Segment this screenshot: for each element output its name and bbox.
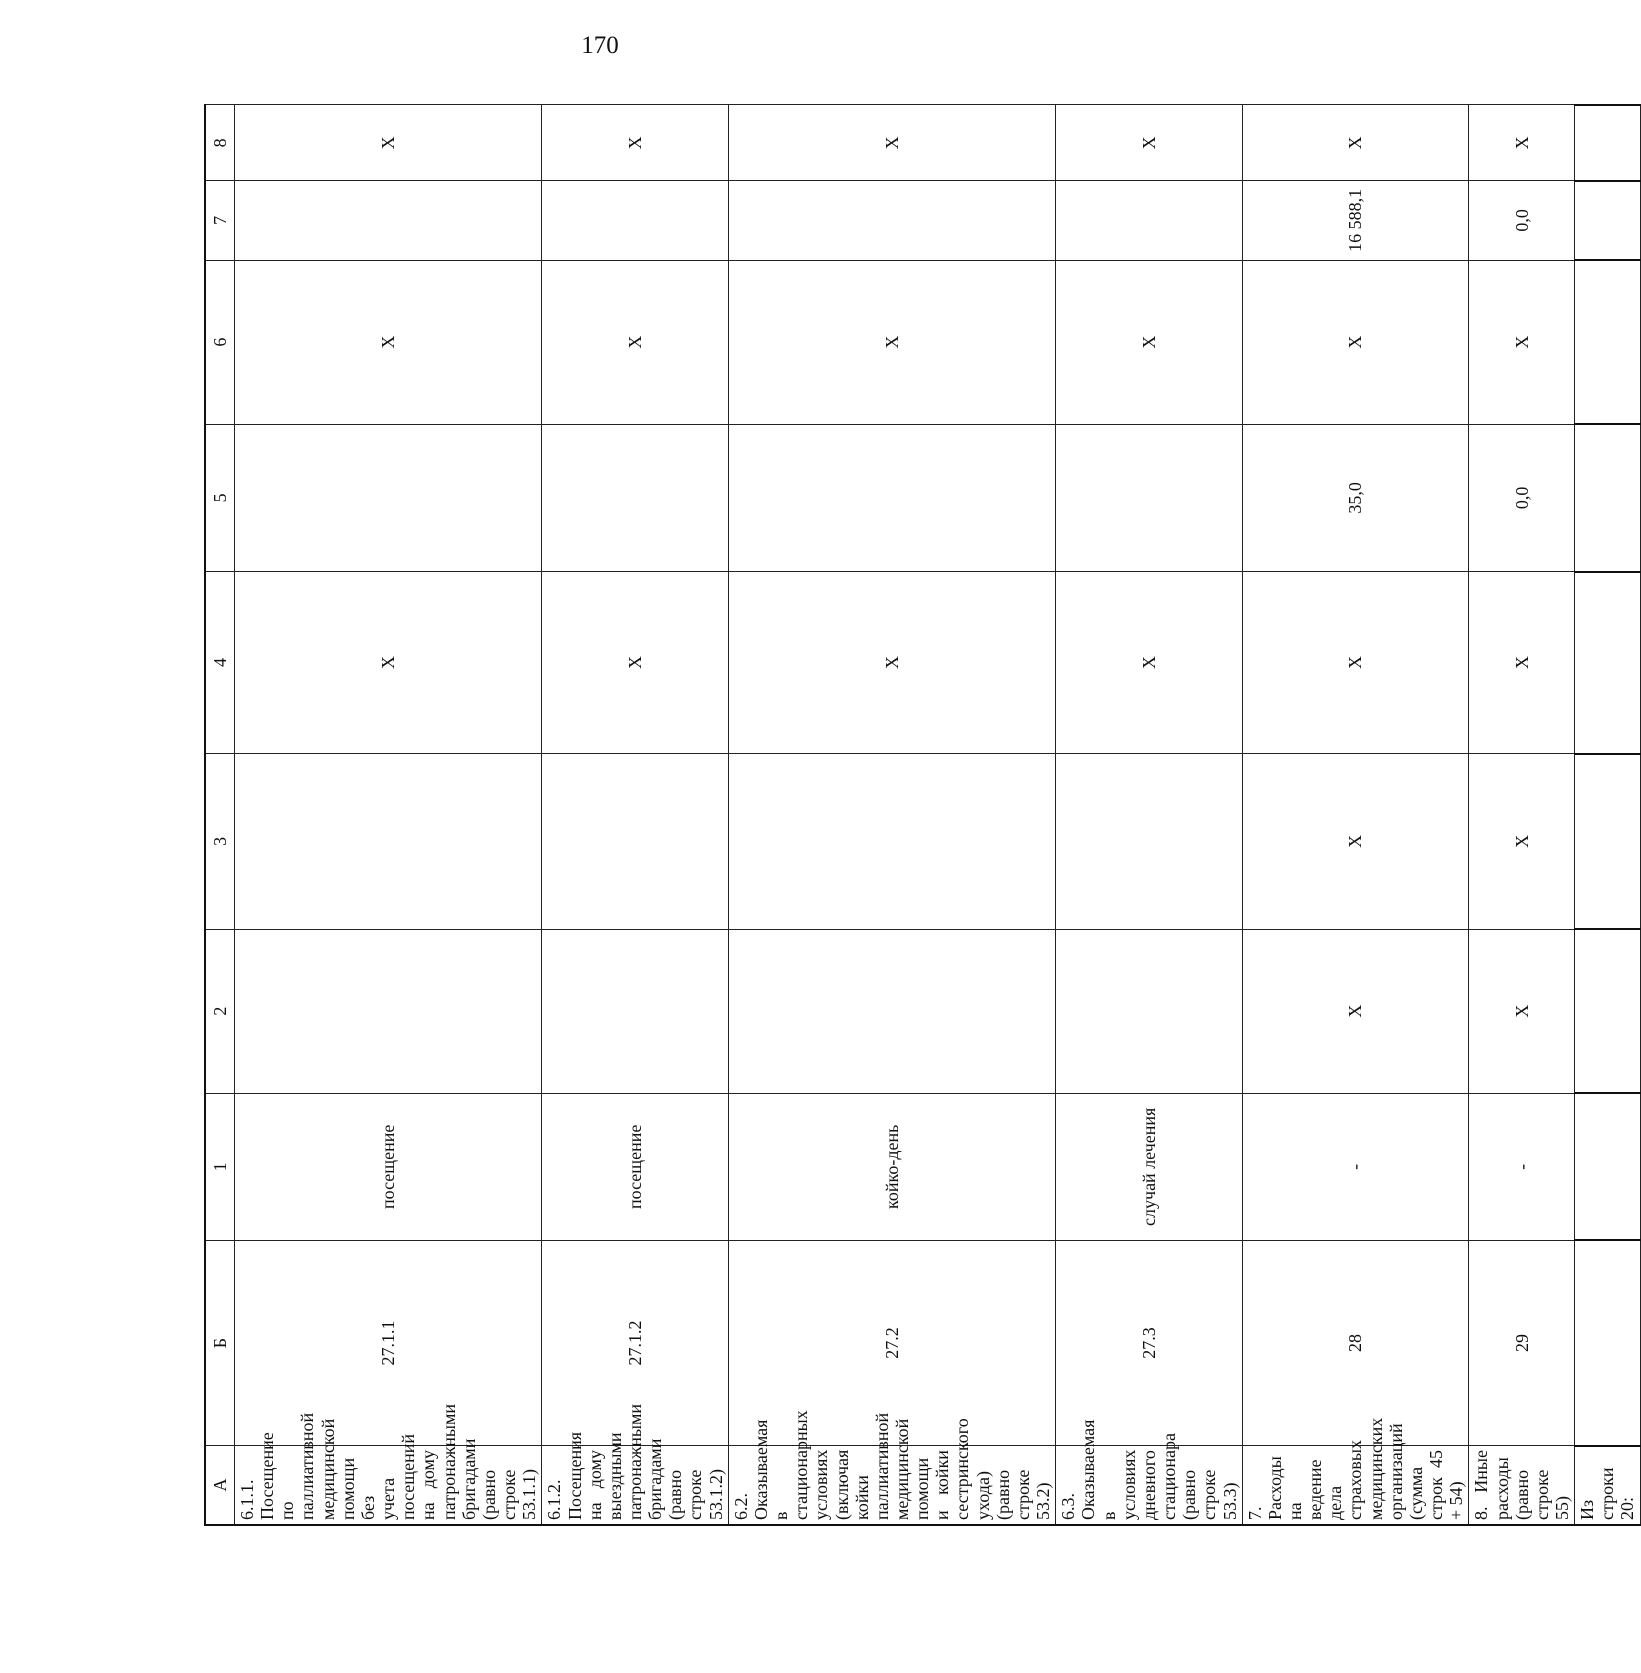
header-row (205, 105, 235, 1525)
col-header-4: 4 (205, 572, 235, 754)
cell-col-6: X (728, 260, 1056, 424)
cell-col-2 (728, 929, 1056, 1093)
cell-col-7 (728, 181, 1056, 260)
col-header-a: А (205, 1446, 235, 1525)
cell-col-6: X (542, 260, 728, 424)
cell-col-5 (542, 424, 728, 571)
row-unit: посещение (235, 1093, 542, 1240)
cell-col-4: X (1469, 572, 1575, 754)
row-code (1575, 1241, 1640, 1446)
cell-col-4: X (728, 572, 1056, 754)
cell-col-6: X (235, 260, 542, 424)
col-header-1: 1 (205, 1093, 235, 1240)
table-row (1242, 105, 1469, 1525)
row-label: 7. Расходы на ведение дела страховых медицинских организаций (сумма строк 45 + 54) (1242, 1446, 1469, 1525)
cell-col-6: X (1469, 260, 1575, 424)
row-label: Из строки 20: (1575, 1446, 1640, 1525)
row-unit: - (1469, 1093, 1575, 1240)
cell-col-4: X (542, 572, 728, 754)
cell-col-7 (542, 181, 728, 260)
row-unit: случай лечения (1056, 1093, 1242, 1240)
cell-col-5: 35,0 (1242, 424, 1469, 571)
col-header-7: 7 (205, 181, 235, 260)
cell-col-3 (1575, 754, 1640, 930)
cell-col-8: X (235, 105, 542, 181)
row-label: 6.1.2. Посещения на дому выездными патронажными бригадами (равно строке 53.1.2) (542, 1446, 728, 1525)
cell-col-6: X (1242, 260, 1469, 424)
cell-col-2 (235, 929, 542, 1093)
cell-col-8: X (1242, 105, 1469, 181)
row-unit (1575, 1093, 1640, 1240)
row-label: 6.3. Оказываемая в условиях дневного стационара (равно строке 53.3) (1056, 1446, 1242, 1525)
col-header-6: 6 (205, 260, 235, 424)
cell-col-2: X (1242, 929, 1469, 1093)
cell-col-4: X (235, 572, 542, 754)
cell-col-3 (235, 754, 542, 930)
rotated-table-container (204, 104, 1638, 1526)
cell-col-5 (1056, 424, 1242, 571)
table-row (542, 105, 728, 1525)
row-code: 27.1.1 (235, 1241, 542, 1446)
cell-col-5 (235, 424, 542, 571)
cell-col-3 (1056, 754, 1242, 930)
row-label: 6.1.1. Посещение по паллиативной медицинской помощи без учета посещений на дому патронажными бригадами (равно строке 53.1.1) (235, 1446, 542, 1525)
row-code: 28 (1242, 1241, 1469, 1446)
cell-col-7: 0,0 (1469, 181, 1575, 260)
table-row (1469, 105, 1575, 1525)
row-code: 27.3 (1056, 1241, 1242, 1446)
row-unit: койко-день (728, 1093, 1056, 1240)
cell-col-7 (1575, 181, 1640, 260)
col-header-5: 5 (205, 424, 235, 571)
cell-col-3: X (1242, 754, 1469, 930)
cell-col-2: X (1469, 929, 1575, 1093)
cell-col-8: X (728, 105, 1056, 181)
cell-col-3 (728, 754, 1056, 930)
row-code: 27.1.2 (542, 1241, 728, 1446)
cell-col-4: X (1056, 572, 1242, 754)
cell-col-7 (1056, 181, 1242, 260)
col-header-b: Б (205, 1241, 235, 1446)
row-label: 8. Иные расходы (равно строке 55) (1469, 1446, 1575, 1525)
cell-col-3: X (1469, 754, 1575, 930)
cell-col-3 (542, 754, 728, 930)
table-row (728, 105, 1056, 1525)
row-code: 29 (1469, 1241, 1575, 1446)
cell-col-4 (1575, 572, 1640, 754)
col-header-3: 3 (205, 754, 235, 930)
cell-col-8: X (1469, 105, 1575, 181)
cell-col-6 (1575, 260, 1640, 424)
cell-col-4: X (1242, 572, 1469, 754)
col-header-2: 2 (205, 929, 235, 1093)
row-unit: - (1242, 1093, 1469, 1240)
row-unit: посещение (542, 1093, 728, 1240)
cell-col-5: 0,0 (1469, 424, 1575, 571)
cell-col-7: 16 588,1 (1242, 181, 1469, 260)
cell-col-5 (1575, 424, 1640, 571)
table-row (1575, 105, 1640, 1525)
cell-col-2 (542, 929, 728, 1093)
cell-col-8 (1575, 105, 1640, 181)
col-header-8: 8 (205, 105, 235, 181)
cell-col-2 (1056, 929, 1242, 1093)
table-row (235, 105, 542, 1525)
row-code: 27.2 (728, 1241, 1056, 1446)
page-number: 170 (581, 32, 619, 59)
cell-col-8: X (542, 105, 728, 181)
cell-col-7 (235, 181, 542, 260)
cell-col-6: X (1056, 260, 1242, 424)
table-row (1056, 105, 1242, 1525)
data-table (204, 104, 1641, 1526)
cell-col-2 (1575, 929, 1640, 1093)
cell-col-8: X (1056, 105, 1242, 181)
row-label: 6.2. Оказываемая в стационарных условиях (включая койки паллиативной медицинской помощи и койки сестринского ухода) (равно строке 53.2) (728, 1446, 1056, 1525)
cell-col-5 (728, 424, 1056, 571)
